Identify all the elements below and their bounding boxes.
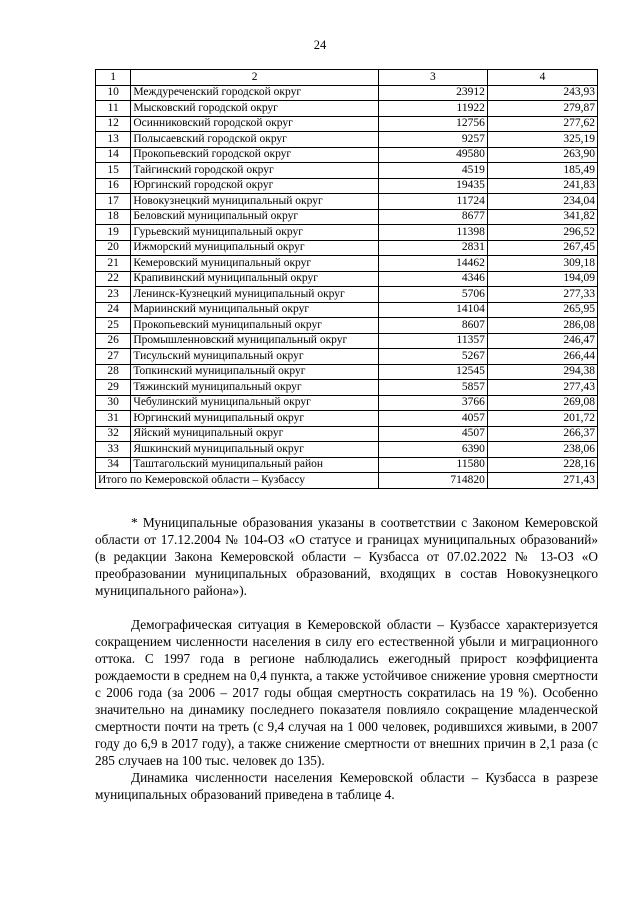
- row-number-cell: 22: [96, 271, 131, 287]
- municipality-name-cell: Промышленновский муниципальный округ: [131, 333, 378, 349]
- table-header-row: [96, 70, 598, 86]
- value-cell: 228,16: [487, 457, 597, 473]
- municipalities-table: [95, 69, 598, 489]
- population-cell: 11398: [378, 225, 487, 241]
- table-row: [96, 209, 598, 225]
- population-cell: 23912: [378, 85, 487, 101]
- table-row: [96, 116, 598, 132]
- header-cell-2: 2: [131, 70, 378, 86]
- row-number-cell: 20: [96, 240, 131, 256]
- table-row: [96, 178, 598, 194]
- population-cell: 4507: [378, 426, 487, 442]
- population-cell: 14104: [378, 302, 487, 318]
- table-row: [96, 318, 598, 334]
- municipality-name-cell: Топкинский муниципальный округ: [131, 364, 378, 380]
- row-number-cell: 15: [96, 163, 131, 179]
- value-cell: 263,90: [487, 147, 597, 163]
- table-row: [96, 132, 598, 148]
- value-cell: 277,62: [487, 116, 597, 132]
- municipality-name-cell: Тайгинский городской округ: [131, 163, 378, 179]
- total-label-cell: Итого по Кемеровской области – Кузбассу: [96, 473, 379, 489]
- row-number-cell: 33: [96, 442, 131, 458]
- population-cell: 4346: [378, 271, 487, 287]
- row-number-cell: 27: [96, 349, 131, 365]
- municipality-name-cell: Чебулинский муниципальный округ: [131, 395, 378, 411]
- value-cell: 269,08: [487, 395, 597, 411]
- table-row: [96, 147, 598, 163]
- total-population-cell: 714820: [378, 473, 487, 489]
- municipality-name-cell: Кемеровский муниципальный округ: [131, 256, 378, 272]
- population-cell: 19435: [378, 178, 487, 194]
- table-row: [96, 225, 598, 241]
- population-cell: 8677: [378, 209, 487, 225]
- value-cell: 296,52: [487, 225, 597, 241]
- total-value-cell: 271,43: [487, 473, 597, 489]
- value-cell: 234,04: [487, 194, 597, 210]
- table-row: [96, 256, 598, 272]
- value-cell: 277,43: [487, 380, 597, 396]
- value-cell: 286,08: [487, 318, 597, 334]
- municipality-name-cell: Мысковский городской округ: [131, 101, 378, 117]
- value-cell: 267,45: [487, 240, 597, 256]
- body-text: [95, 514, 598, 803]
- row-number-cell: 18: [96, 209, 131, 225]
- population-cell: 9257: [378, 132, 487, 148]
- header-cell-4: 4: [487, 70, 597, 86]
- population-cell: 14462: [378, 256, 487, 272]
- population-cell: 6390: [378, 442, 487, 458]
- population-cell: 12545: [378, 364, 487, 380]
- municipality-name-cell: Яйский муниципальный округ: [131, 426, 378, 442]
- table-row: [96, 333, 598, 349]
- table-row: [96, 426, 598, 442]
- value-cell: 241,83: [487, 178, 597, 194]
- row-number-cell: 25: [96, 318, 131, 334]
- value-cell: 194,09: [487, 271, 597, 287]
- municipality-name-cell: Тисульский муниципальный округ: [131, 349, 378, 365]
- table-row: [96, 302, 598, 318]
- municipality-name-cell: Юргинский муниципальный округ: [131, 411, 378, 427]
- municipality-name-cell: Новокузнецкий муниципальный округ: [131, 194, 378, 210]
- population-cell: 5857: [378, 380, 487, 396]
- table-row: [96, 194, 598, 210]
- header-cell-3: 3: [378, 70, 487, 86]
- page-number: 24: [313, 38, 327, 52]
- row-number-cell: 12: [96, 116, 131, 132]
- table-row: [96, 411, 598, 427]
- value-cell: 266,44: [487, 349, 597, 365]
- value-cell: 243,93: [487, 85, 597, 101]
- value-cell: 246,47: [487, 333, 597, 349]
- table-row: [96, 240, 598, 256]
- table-row: [96, 271, 598, 287]
- row-number-cell: 30: [96, 395, 131, 411]
- row-number-cell: 32: [96, 426, 131, 442]
- row-number-cell: 26: [96, 333, 131, 349]
- population-cell: 5706: [378, 287, 487, 303]
- value-cell: 238,06: [487, 442, 597, 458]
- table-row: [96, 85, 598, 101]
- municipality-name-cell: Ижморский муниципальный округ: [131, 240, 378, 256]
- municipality-name-cell: Прокопьевский муниципальный округ: [131, 318, 378, 334]
- population-cell: 49580: [378, 147, 487, 163]
- row-number-cell: 34: [96, 457, 131, 473]
- table-row: [96, 101, 598, 117]
- row-number-cell: 21: [96, 256, 131, 272]
- municipality-name-cell: Прокопьевский городской округ: [131, 147, 378, 163]
- value-cell: 201,72: [487, 411, 597, 427]
- value-cell: 309,18: [487, 256, 597, 272]
- table-row: [96, 442, 598, 458]
- footnote-paragraph: * Муниципальные образования указаны в соответствии с Законом Кемеровской области от 17.12.2004 № 104-ОЗ «О статусе и границах муниципальных образований» (в редакции Закона Кемеровской области – Кузбасса от 07.02.2022 № 13-ОЗ «О преобразовании муниципальных образований, входящих в состав Новокузнецкого муниципального района»).: [95, 515, 598, 598]
- population-cell: 5267: [378, 349, 487, 365]
- population-cell: 8607: [378, 318, 487, 334]
- table-row: [96, 287, 598, 303]
- value-cell: 294,38: [487, 364, 597, 380]
- municipality-name-cell: Осинниковский городской округ: [131, 116, 378, 132]
- population-cell: 3766: [378, 395, 487, 411]
- row-number-cell: 11: [96, 101, 131, 117]
- row-number-cell: 31: [96, 411, 131, 427]
- municipality-name-cell: Междуреченский городской округ: [131, 85, 378, 101]
- population-cell: 11357: [378, 333, 487, 349]
- population-cell: 4057: [378, 411, 487, 427]
- population-cell: 11922: [378, 101, 487, 117]
- table-total-row: [96, 473, 598, 489]
- municipality-name-cell: Крапивинский муниципальный округ: [131, 271, 378, 287]
- municipality-name-cell: Гурьевский муниципальный округ: [131, 225, 378, 241]
- value-cell: 325,19: [487, 132, 597, 148]
- population-cell: 12756: [378, 116, 487, 132]
- row-number-cell: 14: [96, 147, 131, 163]
- population-cell: 11724: [378, 194, 487, 210]
- table-row: [96, 457, 598, 473]
- table-row: [96, 364, 598, 380]
- population-cell: 4519: [378, 163, 487, 179]
- municipality-name-cell: Полысаевский городской округ: [131, 132, 378, 148]
- row-number-cell: 19: [96, 225, 131, 241]
- value-cell: 185,49: [487, 163, 597, 179]
- municipality-name-cell: Мариинский муниципальный округ: [131, 302, 378, 318]
- header-cell-1: 1: [96, 70, 131, 86]
- row-number-cell: 23: [96, 287, 131, 303]
- population-cell: 11580: [378, 457, 487, 473]
- row-number-cell: 10: [96, 85, 131, 101]
- dynamics-paragraph: Динамика численности населения Кемеровской области – Кузбасса в разрезе муниципальных образований приведена в таблице 4.: [95, 770, 598, 802]
- value-cell: 277,33: [487, 287, 597, 303]
- row-number-cell: 28: [96, 364, 131, 380]
- value-cell: 279,87: [487, 101, 597, 117]
- table-row: [96, 380, 598, 396]
- municipality-name-cell: Ленинск-Кузнецкий муниципальный округ: [131, 287, 378, 303]
- demography-paragraph: Демографическая ситуация в Кемеровской области – Кузбассе характеризуется сокращением численности населения в силу его естественной убыли и миграционного оттока. С 1997 года в регионе наблюдались ежегодный прирост коэффициента рождаемости в среднем на 0,4 пункта, а также устойчивое снижение уровня смертности с 2006 года (за 2006 – 2017 годы общая смертность сократилась на 19 %). Особенно значительно на динамику последнего показателя повлияло сокращение младенческой смертности почти на треть (с 9,4 случая на 1 000 человек, родившихся живыми, в 2007 году до 6,9 в 2017 году), а также снижение смертности от внешних причин в 2,1 раза (с 285 случаев на 100 тыс. человек до 135).: [95, 617, 598, 768]
- row-number-cell: 16: [96, 178, 131, 194]
- municipality-name-cell: Яшкинский муниципальный округ: [131, 442, 378, 458]
- municipality-name-cell: Беловский муниципальный округ: [131, 209, 378, 225]
- table-row: [96, 163, 598, 179]
- municipality-name-cell: Таштагольский муниципальный район: [131, 457, 378, 473]
- table-row: [96, 349, 598, 365]
- value-cell: 265,95: [487, 302, 597, 318]
- value-cell: 266,37: [487, 426, 597, 442]
- row-number-cell: 13: [96, 132, 131, 148]
- value-cell: 341,82: [487, 209, 597, 225]
- table-row: [96, 395, 598, 411]
- row-number-cell: 24: [96, 302, 131, 318]
- row-number-cell: 17: [96, 194, 131, 210]
- row-number-cell: 29: [96, 380, 131, 396]
- municipality-name-cell: Юргинский городской округ: [131, 178, 378, 194]
- population-cell: 2831: [378, 240, 487, 256]
- municipality-name-cell: Тяжинский муниципальный округ: [131, 380, 378, 396]
